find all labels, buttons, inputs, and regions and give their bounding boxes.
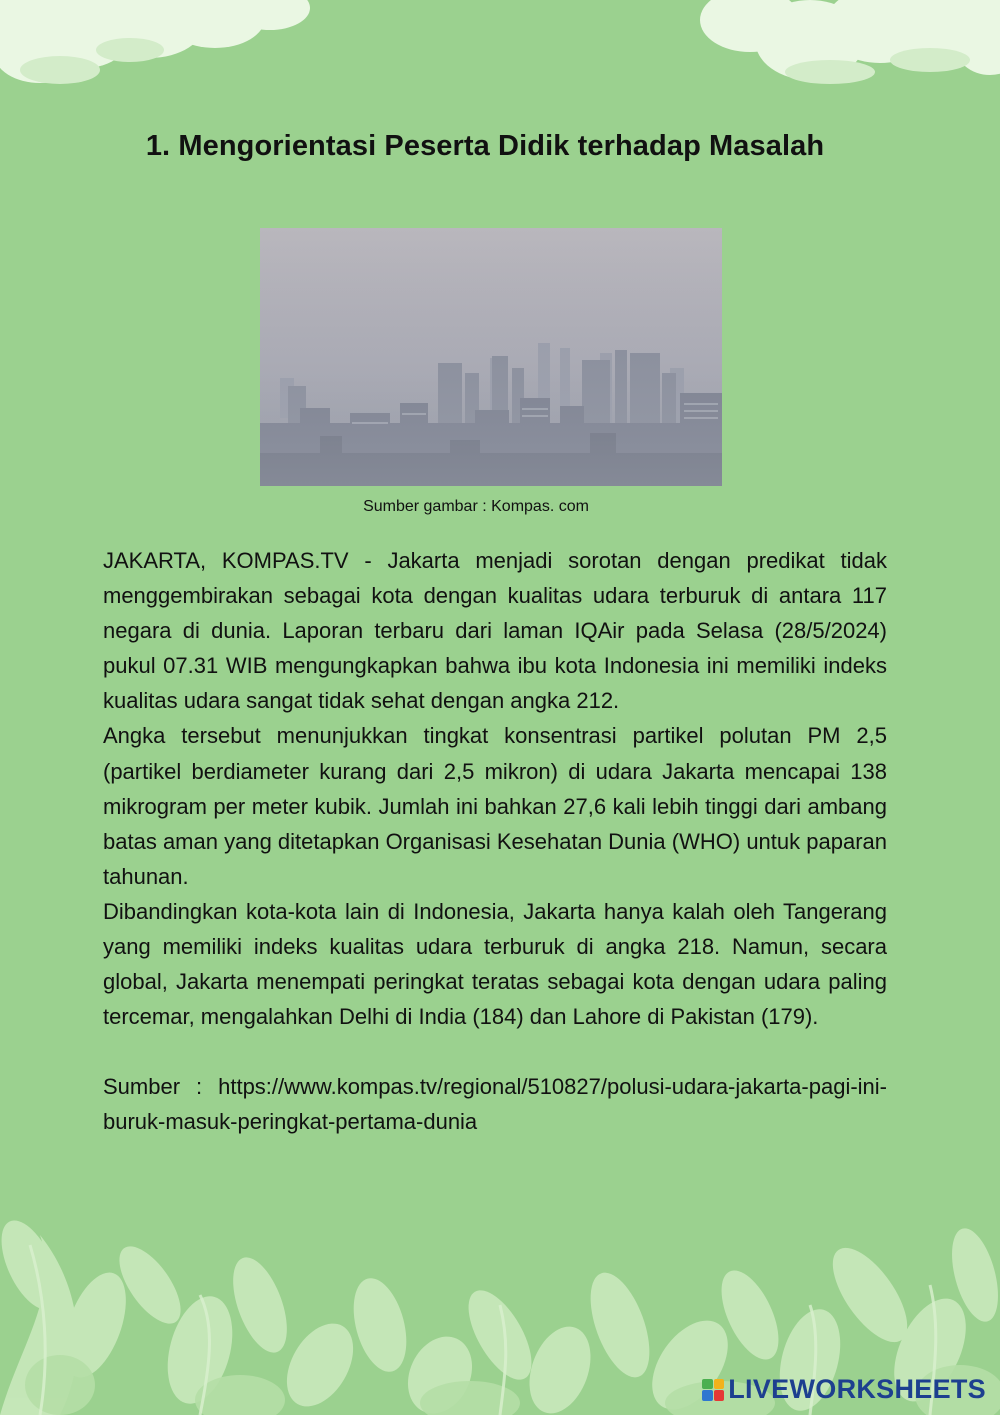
image-caption: Sumber gambar : Kompas. com: [363, 498, 589, 515]
article-paragraph: Dibandingkan kota-kota lain di Indonesia, Jakarta hanya kalah oleh Tangerang yang memiliki indeks kualitas udara terburuk di angka 218. Namun, secara global, Jakarta menempati peringkat teratas sebagai kota dengan udara paling tercemar, mengalahkan Delhi di India (184) dan Lahore di Pakistan (179).: [103, 898, 887, 1030]
brand-icon: [702, 1379, 724, 1401]
source-citation: Sumber : https://www.kompas.tv/regional/510827/polusi-udara-jakarta-pagi-ini-buruk-masuk-peringkat-pertama-dunia: [103, 1074, 887, 1135]
article-paragraph: Angka tersebut menunjukkan tingkat konsentrasi partikel polutan PM 2,5 (partikel berdiameter kurang dari 2,5 mikron) di udara Jakarta mencapai 138 mikrogram per meter kubik. Jumlah ini bahkan 27,6 kali lebih tinggi dari ambang batas aman yang ditetapkan Organisasi Kesehatan Dunia (WHO) untuk paparan tahunan.: [103, 723, 887, 889]
article-paragraph: JAKARTA, KOMPAS.TV - Jakarta menjadi sorotan dengan predikat tidak menggembirakan sebagai kota dengan kualitas udara terburuk di antara 117 negara di dunia. Laporan terbaru dari laman IQAir pada Selasa (28/5/2024) pukul 07.31 WIB mengungkapkan bahwa ibu kota Indonesia ini memiliki indeks kualitas udara sangat tidak sehat dengan angka 212.: [103, 548, 887, 714]
city-smog-photo: [260, 228, 722, 486]
brand-name: LIVEWORKSHEETS: [728, 1374, 986, 1404]
cloud-decoration-left: [0, 0, 320, 95]
article-body: [103, 543, 887, 1140]
paragraph-spacer: [103, 1034, 887, 1069]
page-title: 1. Mengorientasi Peserta Didik terhadap Masalah: [145, 130, 825, 162]
cloud-decoration-right: [690, 0, 1000, 90]
liveworksheets-logo: [702, 1374, 986, 1405]
